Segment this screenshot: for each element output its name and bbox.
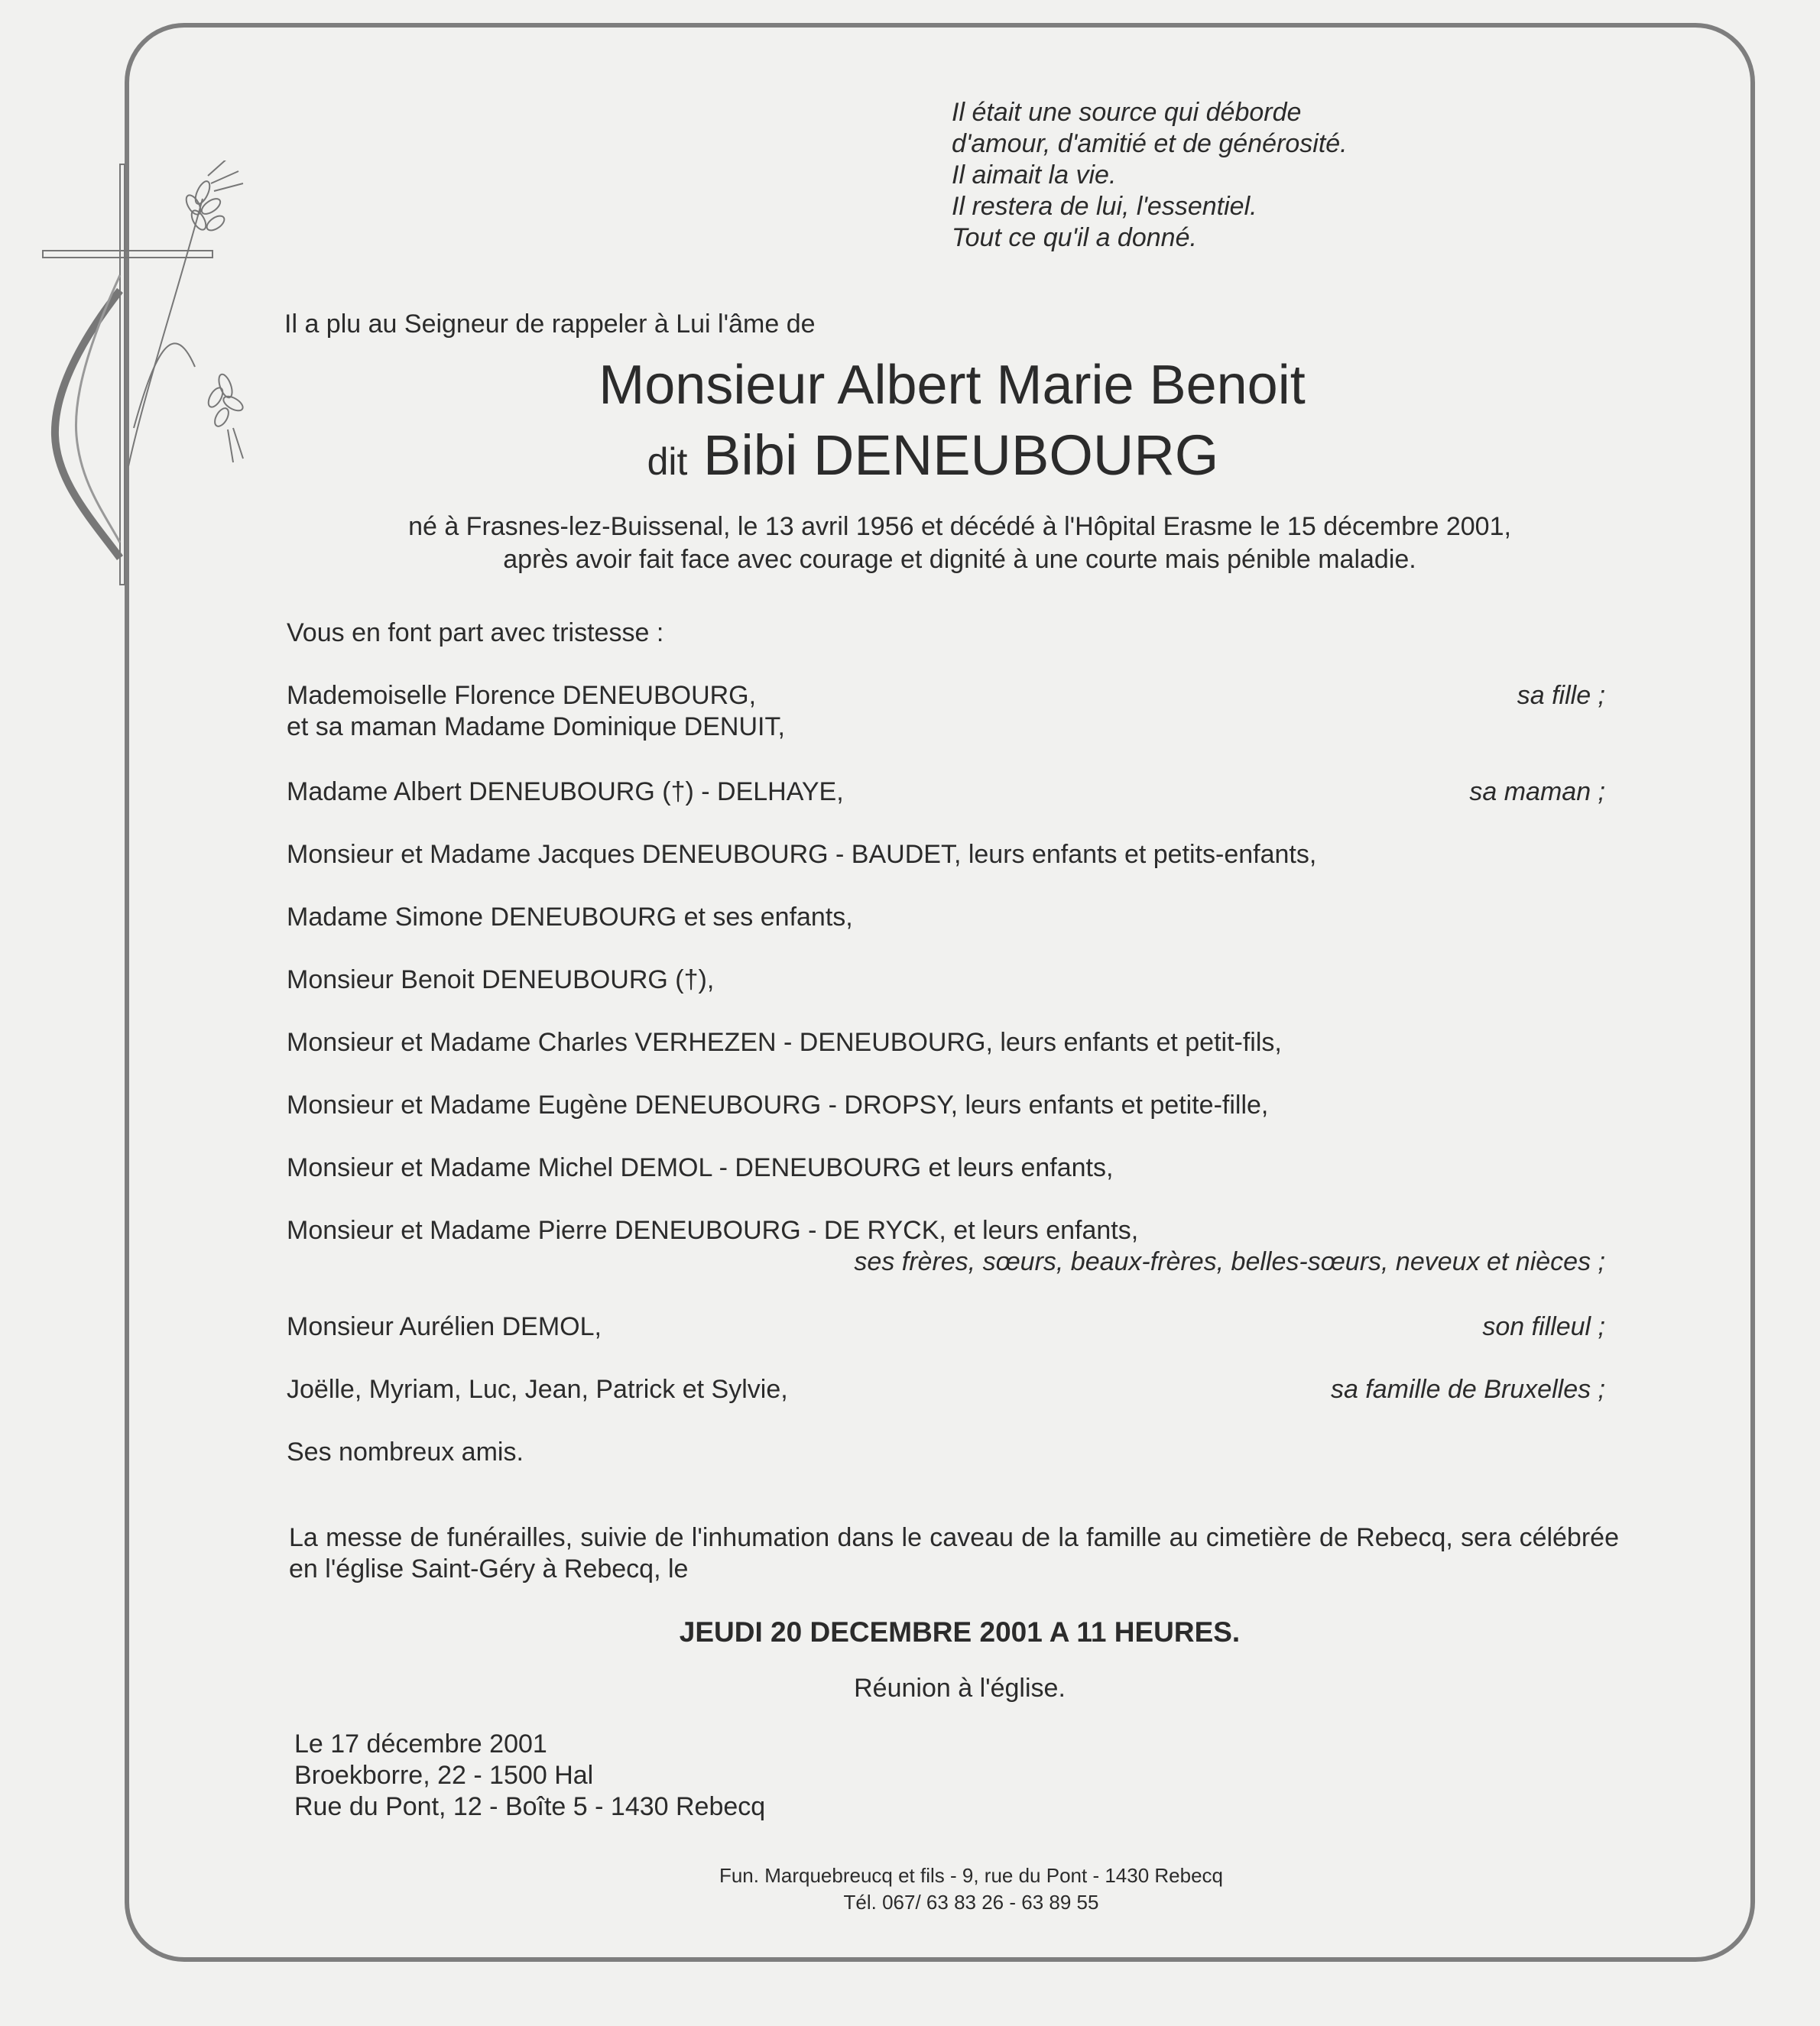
family-entry: Monsieur Aurélien DEMOL, son filleul ;: [287, 1312, 1605, 1341]
address-block: [294, 1729, 765, 1823]
reunion-text: Réunion à l'église.: [854, 1674, 1066, 1703]
address-line: Rue du Pont, 12 - Boîte 5 - 1430 Rebecq: [294, 1792, 766, 1821]
poem-line: Il restera de lui, l'essentiel.: [952, 192, 1257, 221]
deceased-name: Monsieur Albert Marie Benoit: [599, 355, 1306, 416]
family-entry: Mademoiselle Florence DENEUBOURG, et sa maman Madame Dominique DENUIT, sa fille ;: [287, 681, 1605, 741]
funeral-home-info: [0, 1862, 1820, 1916]
family-entry: Monsieur et Madame Pierre DENEUBOURG - DE RYCK, et leurs enfants, ses frères, sœurs, beaux-frères, belles-sœurs, neveux et nièces ;: [287, 1216, 1605, 1276]
relation-label: sa famille de Bruxelles ;: [1330, 1375, 1605, 1404]
poem-line: Tout ce qu'il a donné.: [952, 223, 1197, 252]
birth-line: né à Frasnes-lez-Buissenal, le 13 avril 1956 et décédé à l'Hôpital Erasme le 15 décembre 2001,: [408, 512, 1511, 541]
poem: [952, 97, 1348, 254]
family-entry: Ses nombreux amis.: [287, 1438, 524, 1467]
address-line: Le 17 décembre 2001: [294, 1729, 547, 1759]
family-entry: Monsieur et Madame Eugène DENEUBOURG - DROPSY, leurs enfants et petite-fille,: [287, 1091, 1269, 1120]
announce-text: Vous en font part avec tristesse :: [287, 618, 664, 647]
family-entry: Monsieur et Madame Charles VERHEZEN - DENEUBOURG, leurs enfants et petit-fils,: [287, 1028, 1282, 1057]
family-entry: Joëlle, Myriam, Luc, Jean, Patrick et Sylvie, sa famille de Bruxelles ;: [287, 1375, 1605, 1404]
funeral-home-phone: Tél. 067/ 63 83 26 - 63 89 55: [843, 1891, 1099, 1914]
mass-text: La messe de funérailles, suivie de l'inhumation dans le caveau de la famille au cimetière de Rebecq, sera célébrée en l'église Saint-Géry à Rebecq, le: [289, 1523, 1619, 1584]
birth-death-info: [0, 511, 1820, 576]
address-line: Broekborre, 22 - 1500 Hal: [294, 1761, 594, 1790]
relation-label: sa fille ;: [1517, 681, 1605, 710]
family-entry: Madame Albert DENEUBOURG (†) - DELHAYE, sa maman ;: [287, 777, 1605, 806]
relation-label: ses frères, sœurs, beaux-frères, belles-sœurs, neveux et nièces ;: [854, 1247, 1605, 1276]
relation-label: sa maman ;: [1469, 777, 1605, 806]
poem-line: d'amour, d'amitié et de générosité.: [952, 129, 1348, 158]
nickname: Bibi DENEUBOURG: [703, 423, 1219, 487]
family-entry: Madame Simone DENEUBOURG et ses enfants,: [287, 903, 853, 932]
family-entry: Monsieur et Madame Michel DEMOL - DENEUBOURG et leurs enfants,: [287, 1153, 1114, 1182]
poem-line: Il était une source qui déborde: [952, 98, 1302, 127]
intro-text: Il a plu au Seigneur de rappeler à Lui l'âme de: [284, 310, 816, 339]
family-entry: Monsieur et Madame Jacques DENEUBOURG - BAUDET, leurs enfants et petits-enfants,: [287, 840, 1317, 869]
funeral-home-line: Fun. Marquebreucq et fils - 9, rue du Pont - 1430 Rebecq: [719, 1864, 1224, 1887]
family-entry: Monsieur Benoit DENEUBOURG (†),: [287, 965, 715, 994]
nickname-prefix: dit: [647, 440, 688, 483]
deceased-nickname: [0, 423, 1820, 488]
illness-line: après avoir fait face avec courage et dignité à une courte mais pénible maladie.: [503, 545, 1416, 574]
poem-line: Il aimait la vie.: [952, 160, 1117, 190]
relation-label: son filleul ;: [1482, 1312, 1605, 1341]
mass-date: JEUDI 20 DECEMBRE 2001 A 11 HEURES.: [679, 1616, 1241, 1648]
